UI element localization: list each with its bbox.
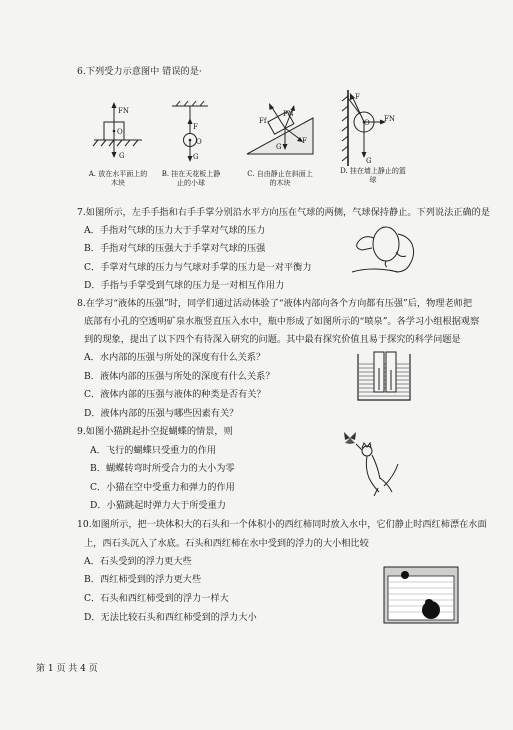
q6b-g-label: G bbox=[193, 153, 199, 161]
q10-option-d: D．无法比较石头和西红柿受到的浮力大小 bbox=[84, 612, 257, 623]
q10-option-c: C．石头和西红柿受到的浮力一样大 bbox=[84, 593, 229, 604]
q8-option-a: A．水内部的压强与所处的深度有什么关系？ bbox=[84, 352, 266, 363]
q8-option-d: D．液体内部的压强与哪些因素有关？ bbox=[84, 408, 239, 419]
q9-stem: 9.如图小猫跳起扑空捉蝴蝶的情景，则 bbox=[77, 426, 233, 437]
q10-stem-line-2: 上，西石头沉入了水底。石头和西红柿在水中受到的浮力的大小相比较 bbox=[84, 538, 369, 549]
q9-cat-butterfly-figure bbox=[340, 430, 402, 500]
q6c-fn-label: FN bbox=[283, 110, 294, 118]
q6b-o-label: O bbox=[196, 138, 202, 146]
q6d-fn-label: FN bbox=[384, 115, 395, 123]
q7-stem: 7.如图所示，左手手指和右手手掌分别沿水平方向压在气球的两侧，气球保持静止。下列说法正确的是 bbox=[77, 207, 491, 218]
q6b-f-label: F bbox=[193, 123, 198, 131]
q8-stem-line-2: 底部有小孔的空透明矿泉水瓶竖直压入水中，瓶中形成了如图所示的“喷泉”。各学习小组根据观察 bbox=[84, 316, 480, 327]
q9-option-b: B．蝴蝶转弯时所受合力的大小为零 bbox=[90, 463, 235, 474]
butterfly-icon bbox=[344, 432, 356, 444]
q6d-caption: D. 挂在墙上静止的篮球 bbox=[340, 167, 406, 184]
page-footer: 第 1 页 共 4 页 bbox=[36, 664, 98, 674]
q8-option-c: C．液体内部的压强与液体的种类是否有关？ bbox=[84, 389, 266, 400]
q6a-o-label: O bbox=[117, 128, 123, 136]
q6b-caption: B. 挂在天花板上静止的小球 bbox=[161, 170, 221, 187]
q10-tank-figure bbox=[383, 566, 459, 624]
q7-option-c: C．手掌对气球的压力与气球对手掌的压力是一对平衡力 bbox=[84, 262, 312, 273]
q8-stem-line-1: 8.在学习“液体的压强”时，同学们通过活动体验了“液体内部向各个方向都有压强”后，物理老师把 bbox=[77, 298, 473, 309]
q8-stem-line-3: 到的现象，提出了以下四个有待深入研究的问题。其中最有探究价值且易于探究的科学问题是 bbox=[84, 334, 461, 345]
q9-option-d: D．小猫跳起时弹力大于所受重力 bbox=[90, 500, 226, 511]
q6d-o-label: O bbox=[364, 119, 370, 127]
q10-stem-line-1: 10.如图所示，把一块体积大的石头和一个体积小的西红柿同时放入水中，它们静止时西红柿漂在水面 bbox=[77, 519, 487, 530]
q7-option-d: D．手指与手掌受到气球的压力是一对相互作用力 bbox=[84, 280, 285, 291]
q6-figure-b bbox=[168, 100, 212, 166]
q8-water-tank-figure bbox=[356, 350, 412, 402]
q6c-g-label: G bbox=[276, 143, 282, 151]
q6a-fn-label: FN bbox=[118, 107, 129, 115]
q6a-g-label: G bbox=[119, 152, 125, 160]
q6c-f-label: F bbox=[302, 137, 307, 145]
q9-option-c: C．小猫在空中受重力和弹力的作用 bbox=[90, 482, 235, 493]
q6c-ff-label: Ff bbox=[259, 117, 267, 125]
q7-balloon-hands-figure bbox=[350, 222, 422, 278]
q6a-caption: A. 放在水平面上的木块 bbox=[88, 170, 148, 187]
q6d-f-label: F bbox=[355, 93, 360, 101]
q10-option-b: B．西红柿受到的浮力更大些 bbox=[84, 574, 202, 585]
q10-option-a: A．石头受到的浮力更大些 bbox=[84, 556, 192, 567]
q9-option-a: A．飞行的蝴蝶只受重力的作用 bbox=[90, 445, 217, 456]
q6c-caption: C. 自由静止在斜面上的木块 bbox=[247, 170, 313, 187]
q6-stem: 6.下列受力示意图中 错误的是· bbox=[77, 66, 202, 77]
q8-option-b: B．液体内部的压强与所处的深度有什么关系？ bbox=[84, 371, 275, 382]
q7-option-b: B．手指对气球的压强大于手掌对气球的压强 bbox=[84, 243, 266, 254]
cat-icon bbox=[356, 443, 398, 496]
tomato-icon bbox=[401, 571, 409, 579]
q6d-g-label: G bbox=[366, 157, 372, 165]
q7-option-a: A．手指对气球的压力大于手掌对气球的压力 bbox=[84, 225, 266, 236]
